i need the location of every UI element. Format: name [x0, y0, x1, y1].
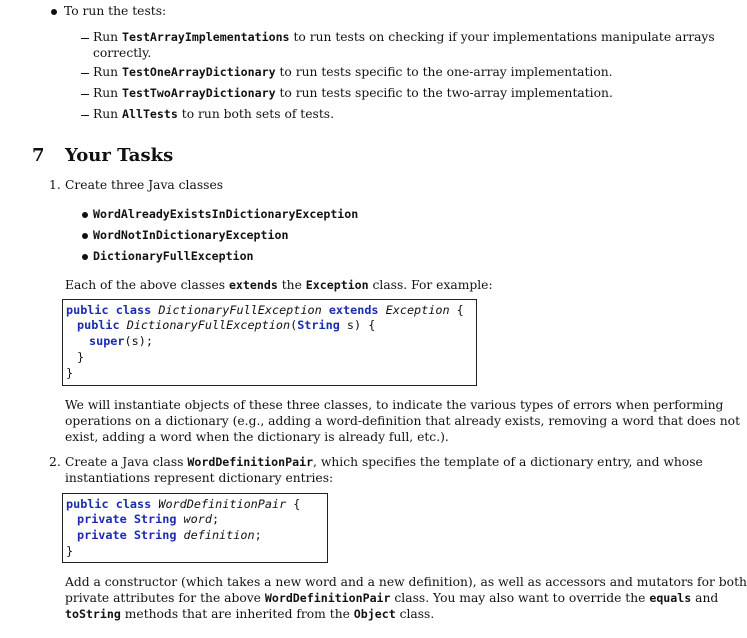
task1-after-3: exist, adding a word when the dictionary is already full, etc.). [65, 430, 449, 444]
task2-line-2: instantiations represent dictionary entries: [65, 471, 334, 485]
test-item-1-cont: correctly. [93, 46, 152, 60]
code2-line-3: private String definition; [77, 528, 262, 542]
class-name-3: DictionaryFullException [93, 249, 254, 263]
code-line-5: } [66, 366, 74, 380]
task2-after-1: Add a constructor (which takes a new word and a new definition), as well as accessors and mutators for both [65, 575, 747, 589]
task2-number: 2. [49, 455, 61, 469]
dash-3 [81, 94, 89, 95]
extends-line: Each of the above classes extends the Exception class. For example: [65, 278, 493, 292]
task1-after-1: We will instantiate objects of these three classes, to indicate the various types of errors when performing [65, 398, 724, 412]
test-item-2: Run TestOneArrayDictionary to run tests specific to the one-array implementation. [93, 65, 613, 79]
class-bullet [82, 233, 88, 239]
task1-number: 1. [49, 178, 61, 192]
tests-bullet [51, 9, 57, 15]
tests-intro: To run the tests: [64, 4, 167, 18]
task1-text: Create three Java classes [65, 178, 224, 192]
test-item-4: Run AllTests to run both sets of tests. [93, 107, 334, 121]
code-line-2: public DictionaryFullException(String s) { [77, 318, 376, 332]
code-line-1: public class DictionaryFullException extends Exception { [66, 303, 464, 317]
test-class-name: TestOneArrayDictionary [122, 65, 276, 79]
class-bullet [82, 212, 88, 218]
test-item-1: Run TestArrayImplementations to run tests on checking if your implementations manipulate arrays [93, 30, 715, 44]
test-class-name: AllTests [122, 107, 178, 121]
section-number: 7 [32, 145, 45, 166]
dash-1 [81, 38, 89, 39]
task2-after-3: toString methods that are inherited from the Object class. [65, 607, 435, 621]
test-class-name: TestArrayImplementations [122, 30, 290, 44]
section-title: Your Tasks [65, 145, 174, 166]
test-item-3: Run TestTwoArrayDictionary to run tests specific to the two-array implementation. [93, 86, 613, 100]
dash-4 [81, 115, 89, 116]
dash-2 [81, 73, 89, 74]
task1-after-2: operations on a dictionary (e.g., adding a word-definition that already exists, removing a word that does not [65, 414, 741, 428]
code-line-3: super(s); [89, 334, 153, 348]
class-name-2: WordNotInDictionaryException [93, 228, 289, 242]
code2-line-1: public class WordDefinitionPair { [66, 497, 301, 511]
task2-after-2: private attributes for the above WordDefinitionPair class. You may also want to override the equals and [65, 591, 719, 605]
class-bullet [82, 254, 88, 260]
test-class-name: TestTwoArrayDictionary [122, 86, 276, 100]
code-line-4: } [77, 350, 85, 364]
code2-line-2: private String word; [77, 512, 220, 526]
code2-line-4: } [66, 544, 74, 558]
class-name-1: WordAlreadyExistsInDictionaryException [93, 207, 359, 221]
task2-line-1: Create a Java class WordDefinitionPair, which specifies the template of a dictionary entry, and whose [65, 455, 703, 469]
